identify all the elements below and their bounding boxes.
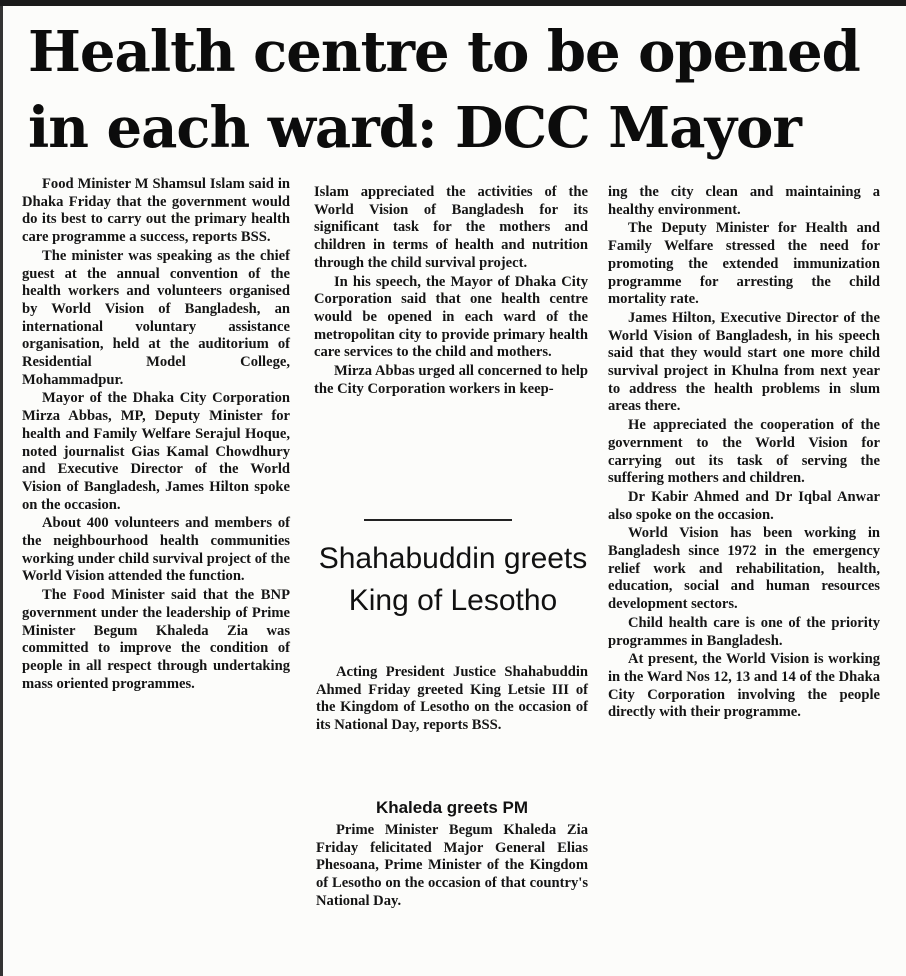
- paragraph: Mayor of the Dhaka City Corporation Mirza Abbas, MP, Deputy Minister for health and Family Welfare Serajul Hoque, noted journalist Gias Kamal Chowdhury and Executive Director of the World Vision of Bangladesh, James Hilton spoke on the occasion.: [22, 390, 290, 513]
- paragraph: Food Minister M Shamsul Islam said in Dhaka Friday that the government would do its best to carry out the primary health care programme a success, reports BSS.: [22, 176, 290, 246]
- column-1: [22, 176, 290, 693]
- top-rule: [0, 0, 906, 6]
- story3-body: [316, 822, 588, 911]
- main-headline: Health centre to be opened in each ward: DCC Mayor: [28, 19, 860, 161]
- paragraph: Acting President Justice Shahabuddin Ahmed Friday greeted King Letsie III of the Kingdom of Lesotho on the occasion of its National Day, reports BSS.: [316, 664, 588, 734]
- paragraph: In his speech, the Mayor of Dhaka City Corporation said that one health centre would be opened in each ward of the metropolitan city to provide primary health care services to the child and mothers.: [314, 273, 588, 361]
- paragraph: Islam appreciated the activities of the World Vision of Bangladesh for its significant task for the mothers and children in terms of health and nutrition through the child survival project.: [314, 184, 588, 271]
- paragraph: Child health care is one of the priority programmes in Bangladesh.: [608, 614, 880, 649]
- paragraph: ing the city clean and maintaining a healthy environment.: [608, 184, 880, 218]
- paragraph: The Food Minister said that the BNP government under the leadership of Prime Minister Begum Khaleda Zia was committed to improve the condition of people in all respect through undertaking mass oriented programmes.: [22, 587, 290, 692]
- story3-headline: Khaleda greets PM: [375, 798, 529, 817]
- story2-body: [316, 664, 588, 735]
- paragraph: The minister was speaking as the chief guest at the annual convention of the health workers and volunteers organised by World Vision of Bangladesh, an international voluntary assistance organisation, held at the auditorium of Residential Model College, Mohammadpur.: [22, 247, 290, 388]
- paragraph: Dr Kabir Ahmed and Dr Iqbal Anwar also spoke on the occasion.: [608, 488, 880, 523]
- column-3: [608, 184, 880, 722]
- paragraph: At present, the World Vision is working in the Ward Nos 12, 13 and 14 of the Dhaka City Corporation involving the people directly with their programme.: [608, 651, 880, 721]
- paragraph: World Vision has been working in Bangladesh since 1972 in the emergency relief work and rehabilitation, health, education, social and human resources development sectors.: [608, 525, 880, 613]
- paragraph: Mirza Abbas urged all concerned to help the City Corporation workers in keep-: [314, 363, 588, 397]
- paragraph: About 400 volunteers and members of the neighbourhood health communities working under child survival project of the World Vision attended the function.: [22, 515, 290, 585]
- paragraph: Prime Minister Begum Khaleda Zia Friday felicitated Major General Elias Phesoana, Prime Minister of the Kingdom of Lesotho on the occasion of that country's National Day.: [316, 822, 588, 909]
- column-2: [314, 184, 588, 398]
- section-divider: [364, 519, 512, 521]
- story2-headline: Shahabuddin greets King of Lesotho: [318, 542, 588, 617]
- paragraph: He appreciated the cooperation of the government to the World Vision for carrying out its task of serving the suffering mothers and children.: [608, 417, 880, 487]
- paragraph: The Deputy Minister for Health and Family Welfare stressed the need for promoting the extended immunization programme for arresting the child mortality rate.: [608, 220, 880, 308]
- paragraph: James Hilton, Executive Director of the World Vision of Bangladesh, in his speech said that they would start one more child survival project in Khulna from next year to address the health problems in slum areas there.: [608, 309, 880, 415]
